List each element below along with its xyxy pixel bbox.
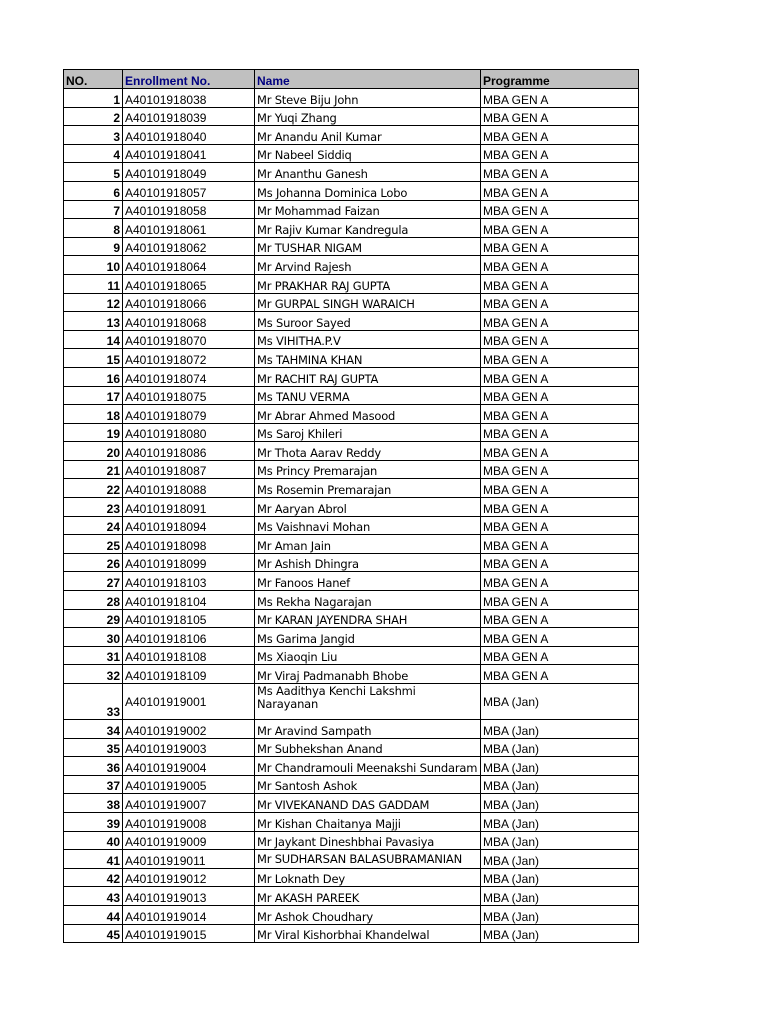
cell-name: Mr Ashish Dhingra <box>255 553 481 572</box>
cell-name: Mr Ananthu Ganesh <box>255 163 481 182</box>
cell-no: 39 <box>64 812 123 831</box>
cell-no: 35 <box>64 738 123 757</box>
cell-enrollment: A40101919008 <box>123 812 255 831</box>
cell-enrollment: A40101919004 <box>123 757 255 776</box>
header-no: NO. <box>64 70 123 89</box>
cell-programme: MBA GEN A <box>481 330 639 349</box>
cell-no: 41 <box>64 850 123 869</box>
cell-programme: MBA (Jan) <box>481 775 639 794</box>
cell-no: 5 <box>64 163 123 182</box>
cell-enrollment: A40101919014 <box>123 905 255 924</box>
cell-name: Ms Aadithya Kenchi Lakshmi Narayanan <box>255 684 481 720</box>
table-row <box>64 812 639 831</box>
cell-no: 43 <box>64 887 123 906</box>
cell-programme: MBA GEN A <box>481 163 639 182</box>
cell-name: Mr Nabeel Siddiq <box>255 144 481 163</box>
cell-name: Mr Aman Jain <box>255 535 481 554</box>
cell-programme: MBA GEN A <box>481 219 639 238</box>
cell-enrollment: A40101918087 <box>123 460 255 479</box>
cell-name: Mr VIVEKANAND DAS GADDAM <box>255 794 481 813</box>
cell-enrollment: A40101919007 <box>123 794 255 813</box>
cell-enrollment: A40101919011 <box>123 850 255 869</box>
header-row <box>64 70 639 89</box>
cell-name: Ms Vaishnavi Mohan <box>255 516 481 535</box>
cell-no: 19 <box>64 423 123 442</box>
cell-programme: MBA (Jan) <box>481 905 639 924</box>
cell-programme: MBA GEN A <box>481 665 639 684</box>
cell-no: 33 <box>64 684 123 720</box>
cell-enrollment: A40101918065 <box>123 274 255 293</box>
cell-enrollment: A40101918057 <box>123 181 255 200</box>
cell-enrollment: A40101918041 <box>123 144 255 163</box>
cell-programme: MBA GEN A <box>481 553 639 572</box>
cell-no: 8 <box>64 219 123 238</box>
cell-programme: MBA GEN A <box>481 274 639 293</box>
table-row <box>64 646 639 665</box>
table-row <box>64 665 639 684</box>
table-row <box>64 144 639 163</box>
cell-no: 25 <box>64 535 123 554</box>
cell-name: Mr Thota Aarav Reddy <box>255 442 481 461</box>
cell-programme: MBA GEN A <box>481 293 639 312</box>
cell-no: 22 <box>64 479 123 498</box>
table-row <box>64 905 639 924</box>
table-row <box>64 887 639 906</box>
cell-name: Mr Abrar Ahmed Masood <box>255 405 481 424</box>
cell-programme: MBA GEN A <box>481 460 639 479</box>
cell-enrollment: A40101919015 <box>123 924 255 943</box>
table-row <box>64 535 639 554</box>
cell-name: Mr TUSHAR NIGAM <box>255 237 481 256</box>
cell-programme: MBA GEN A <box>481 442 639 461</box>
cell-no: 20 <box>64 442 123 461</box>
cell-programme: MBA (Jan) <box>481 757 639 776</box>
cell-programme: MBA GEN A <box>481 367 639 386</box>
cell-no: 6 <box>64 181 123 200</box>
cell-no: 36 <box>64 757 123 776</box>
table-row <box>64 89 639 108</box>
cell-name: Ms Johanna Dominica Lobo <box>255 181 481 200</box>
cell-name: Ms TANU VERMA <box>255 386 481 405</box>
table-row <box>64 367 639 386</box>
cell-no: 42 <box>64 868 123 887</box>
enrollment-table <box>63 69 639 943</box>
cell-programme: MBA GEN A <box>481 591 639 610</box>
cell-enrollment: A40101918098 <box>123 535 255 554</box>
cell-name: Mr SUDHARSAN BALASUBRAMANIAN <box>255 850 481 869</box>
cell-programme: MBA (Jan) <box>481 850 639 869</box>
cell-enrollment: A40101918080 <box>123 423 255 442</box>
cell-programme: MBA GEN A <box>481 256 639 275</box>
cell-no: 18 <box>64 405 123 424</box>
table-row <box>64 684 639 720</box>
cell-name: Mr Santosh Ashok <box>255 775 481 794</box>
cell-programme: MBA (Jan) <box>481 831 639 850</box>
cell-no: 40 <box>64 831 123 850</box>
table-row <box>64 293 639 312</box>
cell-enrollment: A40101918106 <box>123 628 255 647</box>
table-row <box>64 553 639 572</box>
cell-name: Mr Aaryan Abrol <box>255 498 481 517</box>
cell-programme: MBA GEN A <box>481 423 639 442</box>
cell-programme: MBA GEN A <box>481 609 639 628</box>
cell-programme: MBA (Jan) <box>481 684 639 720</box>
cell-name: Mr KARAN JAYENDRA SHAH <box>255 609 481 628</box>
cell-name: Mr Arvind Rajesh <box>255 256 481 275</box>
cell-programme: MBA (Jan) <box>481 794 639 813</box>
cell-name: Mr Kishan Chaitanya Majji <box>255 812 481 831</box>
cell-no: 11 <box>64 274 123 293</box>
cell-programme: MBA GEN A <box>481 405 639 424</box>
cell-enrollment: A40101918072 <box>123 349 255 368</box>
cell-name: Mr Chandramouli Meenakshi Sundaram <box>255 757 481 776</box>
cell-enrollment: A40101918039 <box>123 107 255 126</box>
cell-no: 23 <box>64 498 123 517</box>
cell-name: Mr AKASH PAREEK <box>255 887 481 906</box>
cell-enrollment: A40101918109 <box>123 665 255 684</box>
cell-name: Mr Jaykant Dineshbhai Pavasiya <box>255 831 481 850</box>
cell-programme: MBA (Jan) <box>481 887 639 906</box>
cell-name: Mr Anandu Anil Kumar <box>255 126 481 145</box>
table-body <box>64 89 639 943</box>
cell-no: 2 <box>64 107 123 126</box>
table-row <box>64 200 639 219</box>
table-row <box>64 237 639 256</box>
table-row <box>64 274 639 293</box>
header-name: Name <box>255 70 481 89</box>
cell-enrollment: A40101919005 <box>123 775 255 794</box>
cell-no: 44 <box>64 905 123 924</box>
cell-programme: MBA (Jan) <box>481 720 639 739</box>
cell-name: Mr Loknath Dey <box>255 868 481 887</box>
table-row <box>64 831 639 850</box>
cell-enrollment: A40101919013 <box>123 887 255 906</box>
cell-no: 26 <box>64 553 123 572</box>
cell-enrollment: A40101918099 <box>123 553 255 572</box>
table-row <box>64 219 639 238</box>
cell-name: Ms Rosemin Premarajan <box>255 479 481 498</box>
cell-name: Mr GURPAL SINGH WARAICH <box>255 293 481 312</box>
cell-enrollment: A40101918091 <box>123 498 255 517</box>
table-row <box>64 163 639 182</box>
cell-no: 24 <box>64 516 123 535</box>
table-row <box>64 850 639 869</box>
cell-enrollment: A40101918066 <box>123 293 255 312</box>
cell-no: 1 <box>64 89 123 108</box>
cell-enrollment: A40101918088 <box>123 479 255 498</box>
cell-name: Mr RACHIT RAJ GUPTA <box>255 367 481 386</box>
cell-enrollment: A40101918108 <box>123 646 255 665</box>
cell-enrollment: A40101918094 <box>123 516 255 535</box>
table-row <box>64 868 639 887</box>
cell-enrollment: A40101918103 <box>123 572 255 591</box>
cell-programme: MBA (Jan) <box>481 738 639 757</box>
cell-programme: MBA GEN A <box>481 535 639 554</box>
cell-no: 34 <box>64 720 123 739</box>
cell-no: 10 <box>64 256 123 275</box>
table-row <box>64 126 639 145</box>
cell-programme: MBA GEN A <box>481 200 639 219</box>
cell-programme: MBA GEN A <box>481 349 639 368</box>
cell-programme: MBA GEN A <box>481 181 639 200</box>
cell-enrollment: A40101919012 <box>123 868 255 887</box>
table-row <box>64 442 639 461</box>
cell-name: Ms Princy Premarajan <box>255 460 481 479</box>
cell-name: Ms Garima Jangid <box>255 628 481 647</box>
cell-enrollment: A40101918040 <box>123 126 255 145</box>
table-row <box>64 572 639 591</box>
table-row <box>64 498 639 517</box>
cell-enrollment: A40101918064 <box>123 256 255 275</box>
cell-name: Ms VIHITHA.P.V <box>255 330 481 349</box>
cell-programme: MBA (Jan) <box>481 868 639 887</box>
table-row <box>64 423 639 442</box>
cell-programme: MBA GEN A <box>481 572 639 591</box>
cell-programme: MBA GEN A <box>481 107 639 126</box>
header-enrollment: Enrollment No. <box>123 70 255 89</box>
cell-name: Ms Saroj Khileri <box>255 423 481 442</box>
cell-no: 3 <box>64 126 123 145</box>
cell-name: Mr Viral Kishorbhai Khandelwal <box>255 924 481 943</box>
cell-no: 30 <box>64 628 123 647</box>
cell-enrollment: A40101918105 <box>123 609 255 628</box>
cell-programme: MBA (Jan) <box>481 924 639 943</box>
cell-enrollment: A40101919001 <box>123 684 255 720</box>
cell-enrollment: A40101918086 <box>123 442 255 461</box>
cell-enrollment: A40101919003 <box>123 738 255 757</box>
cell-no: 12 <box>64 293 123 312</box>
cell-enrollment: A40101919009 <box>123 831 255 850</box>
table-row <box>64 349 639 368</box>
cell-name: Ms Xiaoqin Liu <box>255 646 481 665</box>
table-row <box>64 330 639 349</box>
cell-no: 7 <box>64 200 123 219</box>
cell-enrollment: A40101918074 <box>123 367 255 386</box>
cell-no: 14 <box>64 330 123 349</box>
cell-programme: MBA GEN A <box>481 126 639 145</box>
cell-no: 28 <box>64 591 123 610</box>
cell-name: Mr Ashok Choudhary <box>255 905 481 924</box>
cell-name: Ms Rekha Nagarajan <box>255 591 481 610</box>
cell-programme: MBA GEN A <box>481 479 639 498</box>
cell-enrollment: A40101918070 <box>123 330 255 349</box>
table-row <box>64 609 639 628</box>
table-row <box>64 386 639 405</box>
table-row <box>64 628 639 647</box>
header-programme: Programme <box>481 70 639 89</box>
table-row <box>64 757 639 776</box>
cell-enrollment: A40101918061 <box>123 219 255 238</box>
table-row <box>64 924 639 943</box>
cell-no: 16 <box>64 367 123 386</box>
cell-no: 38 <box>64 794 123 813</box>
cell-programme: MBA GEN A <box>481 89 639 108</box>
cell-enrollment: A40101918058 <box>123 200 255 219</box>
cell-programme: MBA GEN A <box>481 628 639 647</box>
cell-name: Mr Rajiv Kumar Kandregula <box>255 219 481 238</box>
cell-enrollment: A40101918062 <box>123 237 255 256</box>
cell-no: 21 <box>64 460 123 479</box>
cell-name: Ms Suroor Sayed <box>255 312 481 331</box>
table-row <box>64 181 639 200</box>
cell-programme: MBA GEN A <box>481 386 639 405</box>
cell-name: Mr Yuqi Zhang <box>255 107 481 126</box>
cell-name: Mr Mohammad Faizan <box>255 200 481 219</box>
table-row <box>64 720 639 739</box>
table-row <box>64 256 639 275</box>
cell-name: Mr Subhekshan Anand <box>255 738 481 757</box>
table-row <box>64 794 639 813</box>
cell-no: 45 <box>64 924 123 943</box>
cell-no: 13 <box>64 312 123 331</box>
cell-name: Ms TAHMINA KHAN <box>255 349 481 368</box>
table-row <box>64 738 639 757</box>
cell-no: 27 <box>64 572 123 591</box>
table-row <box>64 312 639 331</box>
cell-name: Mr PRAKHAR RAJ GUPTA <box>255 274 481 293</box>
cell-enrollment: A40101918075 <box>123 386 255 405</box>
cell-no: 9 <box>64 237 123 256</box>
cell-no: 31 <box>64 646 123 665</box>
cell-no: 4 <box>64 144 123 163</box>
table-row <box>64 479 639 498</box>
cell-name: Mr Aravind Sampath <box>255 720 481 739</box>
cell-name: Mr Steve Biju John <box>255 89 481 108</box>
cell-enrollment: A40101918104 <box>123 591 255 610</box>
cell-name: Mr Fanoos Hanef <box>255 572 481 591</box>
table-row <box>64 775 639 794</box>
cell-no: 32 <box>64 665 123 684</box>
cell-programme: MBA GEN A <box>481 144 639 163</box>
cell-programme: MBA GEN A <box>481 312 639 331</box>
table-row <box>64 107 639 126</box>
table-row <box>64 516 639 535</box>
cell-programme: MBA (Jan) <box>481 812 639 831</box>
cell-no: 17 <box>64 386 123 405</box>
table-row <box>64 405 639 424</box>
cell-enrollment: A40101918079 <box>123 405 255 424</box>
cell-enrollment: A40101918068 <box>123 312 255 331</box>
table-row <box>64 460 639 479</box>
cell-programme: MBA GEN A <box>481 498 639 517</box>
cell-enrollment: A40101918038 <box>123 89 255 108</box>
cell-name: Mr Viraj Padmanabh Bhobe <box>255 665 481 684</box>
cell-no: 15 <box>64 349 123 368</box>
cell-programme: MBA GEN A <box>481 237 639 256</box>
cell-no: 29 <box>64 609 123 628</box>
cell-enrollment: A40101919002 <box>123 720 255 739</box>
table-row <box>64 591 639 610</box>
cell-programme: MBA GEN A <box>481 516 639 535</box>
cell-enrollment: A40101918049 <box>123 163 255 182</box>
cell-no: 37 <box>64 775 123 794</box>
cell-programme: MBA GEN A <box>481 646 639 665</box>
